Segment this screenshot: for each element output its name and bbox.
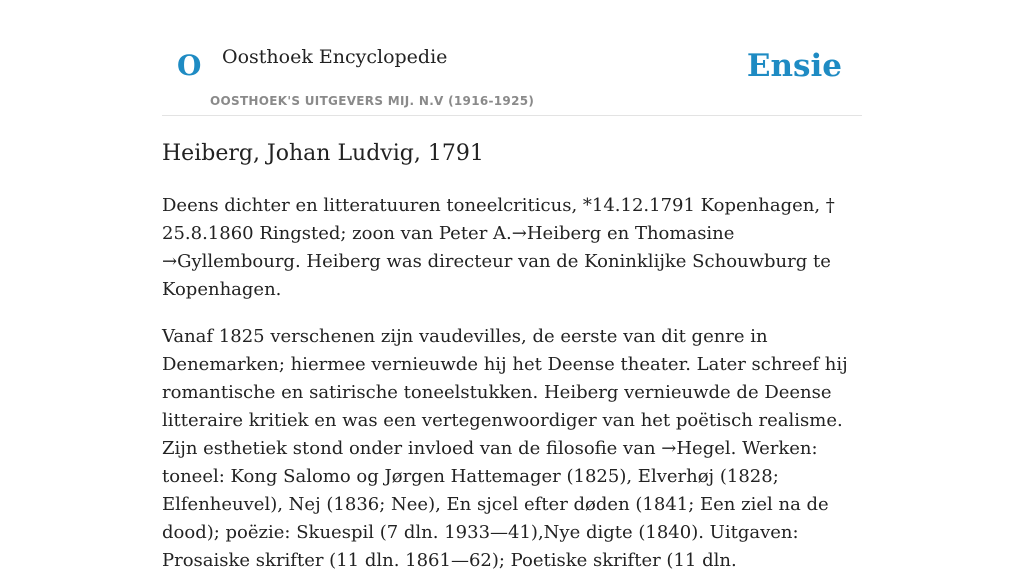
ensie-brand-link[interactable]: Ensie (746, 48, 842, 84)
article-paragraph-2 (162, 323, 862, 575)
publisher-label: OOSTHOEK'S UITGEVERS MIJ. N.V (1916-1925) (210, 94, 535, 108)
paragraph-text: . Heiberg was directeur van de Koninklijke Schouwburg te Kopenhagen. (162, 251, 831, 300)
encyclopedia-title-link[interactable]: Oosthoek Encyclopedie (222, 46, 448, 68)
paragraph-text: en Thomasine (601, 223, 735, 244)
xref-link-gyllembourg[interactable]: →Gyllembourg (162, 251, 295, 272)
page-title: Heiberg, Johan Ludvig, 1791 (162, 141, 484, 166)
article-paragraph-1 (162, 192, 862, 304)
article-content (162, 138, 862, 575)
paragraph-text: Vanaf 1825 verschenen zijn vaudevilles, de eerste van dit genre in Denemarken; hiermee vernieuwde hij het Deense theater. Later schreef hij romantische en satirische toneelstukken. Heiberg vernieuwde de Deense litteraire kritiek en was een vertegenwoordiger van het poëtisch realisme. Zijn esthetiek stond onder invloed van de filosofie van (162, 326, 848, 459)
xref-link-hegel[interactable]: →Hegel (661, 438, 731, 459)
site-header (162, 0, 862, 116)
xref-link-heiberg[interactable]: →Heiberg (511, 223, 602, 244)
encyclopedia-logo[interactable]: O (177, 49, 202, 82)
paragraph-text: Deens dichter en litteratuuren toneelcriticus, *14.12.1791 Kopenhagen, † 25.8.1860 Ringsted; zoon van Peter A. (162, 195, 835, 244)
paragraph-text: . Werken: toneel: Kong Salomo og Jørgen Hattemager (1825), Elverhøj (1828; Elfenheuvel), Nej (1836; Nee), En sjcel efter døden (1841; Een ziel na de dood); poëzie: Skuespil (7 dln. 1933—41),Nye digte (1840). Uitgaven: Prosaiske skrifter (11 dln. 1861—62); Poetiske skrifter (11 dln. (162, 438, 829, 571)
